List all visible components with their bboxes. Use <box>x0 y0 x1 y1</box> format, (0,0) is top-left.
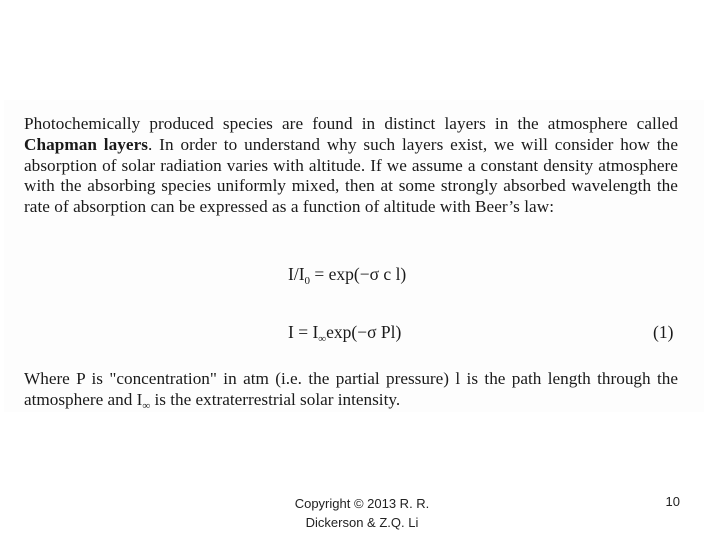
equation-subscript: ∞ <box>318 333 327 345</box>
equation-number: (1) <box>653 322 674 342</box>
copyright-line-2: Dickerson & Z.Q. Li <box>305 515 419 530</box>
equation-beers-law <box>288 264 406 285</box>
copyright-line-1: Copyright © 2013 R. R. <box>294 496 430 511</box>
intensity-subscript: ∞ <box>142 399 151 412</box>
paragraph-definitions <box>24 369 678 411</box>
equation-lhs: I/I <box>288 264 305 284</box>
paragraph-chapman-layers <box>24 114 678 218</box>
equation-1 <box>288 322 401 343</box>
equation-lhs: I = I <box>288 322 319 342</box>
equation-subscript: 0 <box>304 275 311 287</box>
chapman-layers-term: Chapman layers <box>24 134 148 154</box>
paragraph-text-continued: . In order to understand why such layers exist, we will consider how the absorption of solar radiation varies with altitude. If we assume a constant density atmosphere with the absorbing species uniformly mixed, then at some strongly absorbed wavelength the rate of absorption can be expressed as a function of altitude with Beer’s law: <box>24 134 679 217</box>
paragraph-text-continued: is the extraterrestrial solar intensity. <box>150 389 401 409</box>
copyright-footer <box>262 494 462 532</box>
equation-rhs: = exp(−σ c l) <box>310 264 407 284</box>
paragraph-text: Where P is "concentration" in atm (i.e. the partial pressure) l is the path length through the atmosphere and I <box>24 369 678 409</box>
equation-rhs: exp(−σ Pl) <box>326 322 402 342</box>
page-number: 10 <box>665 494 680 509</box>
paragraph-text: Photochemically produced species are found in distinct layers in the atmosphere called <box>24 114 678 133</box>
